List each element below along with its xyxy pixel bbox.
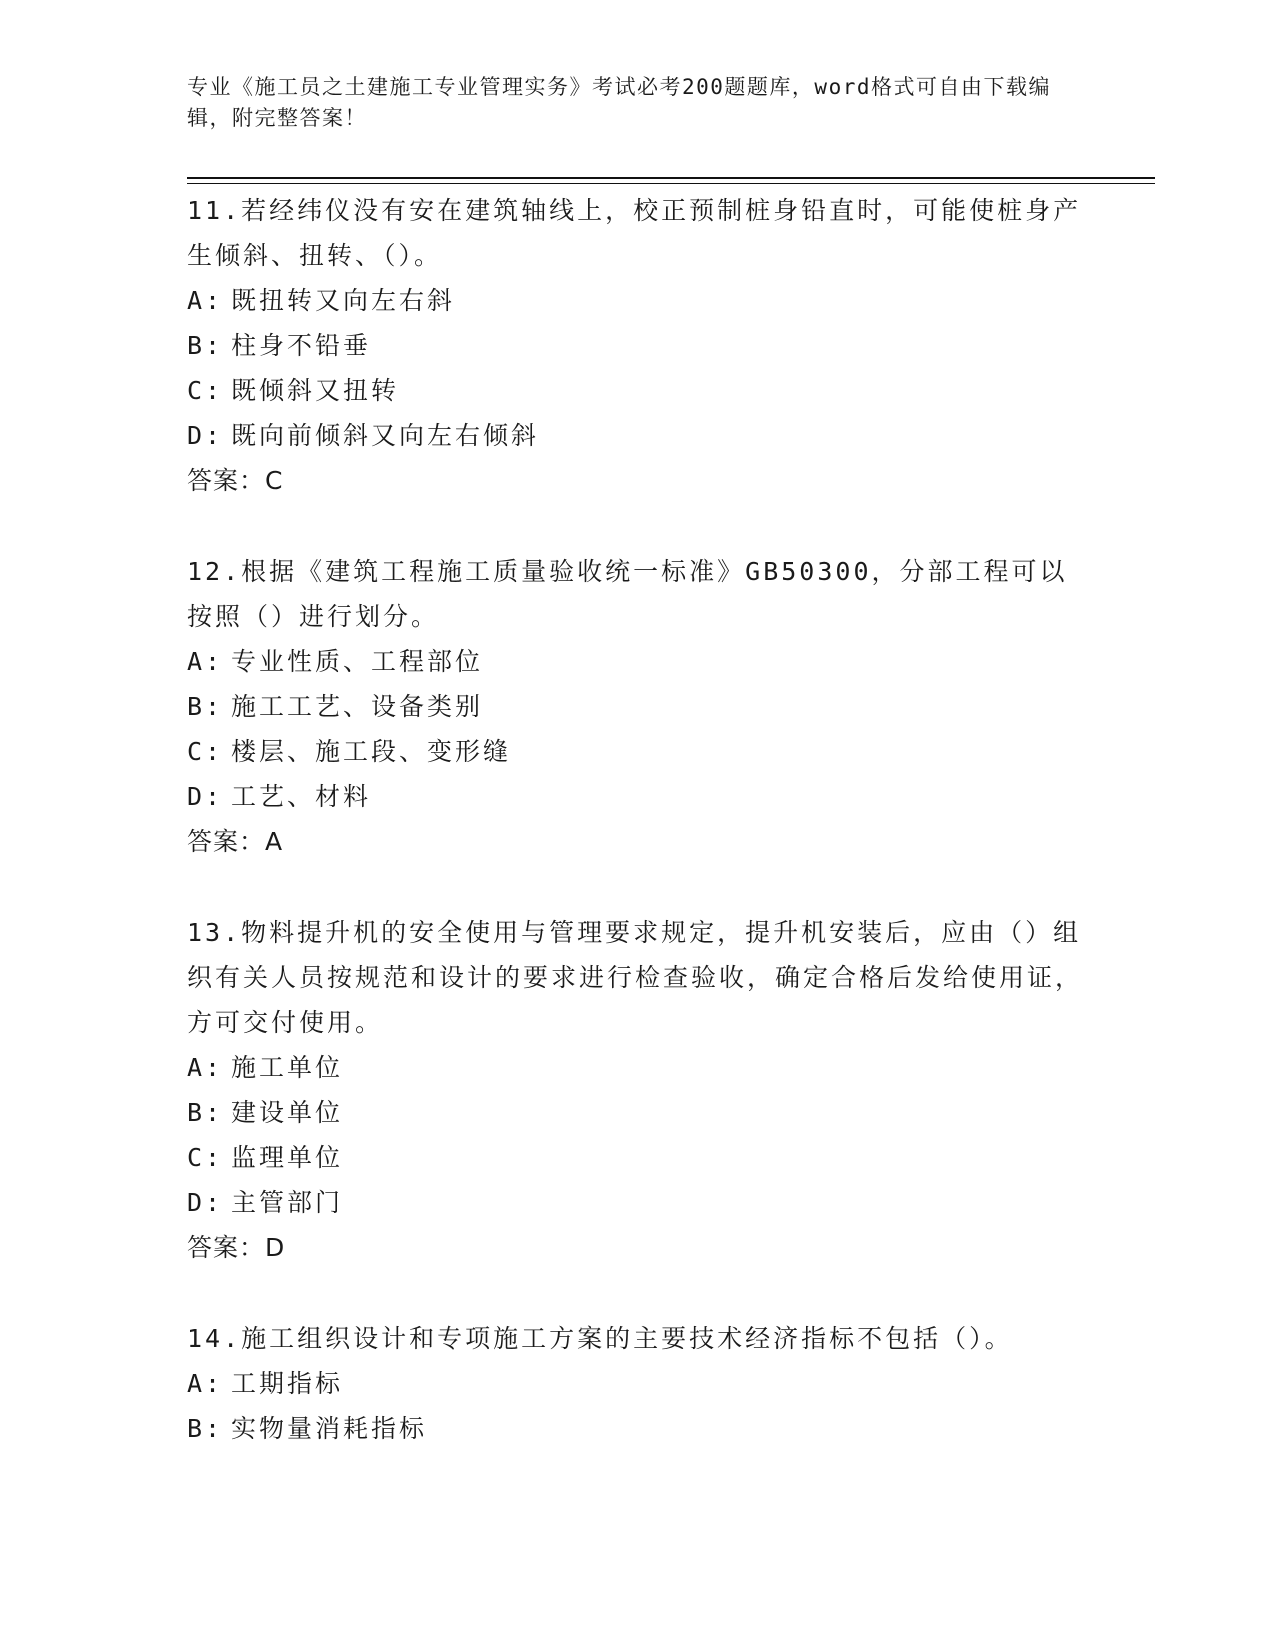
option-text: 主管部门 (231, 1188, 344, 1217)
header-rule-thin (187, 183, 1155, 184)
question-stem: 11.若经纬仪没有安在建筑轴线上，校正预制桩身铅直时，可能使桩身产生倾斜、扭转、（）。 (187, 196, 1082, 270)
option-text: 监理单位 (231, 1143, 344, 1172)
option-b (187, 323, 1087, 368)
question-stem: 13.物料提升机的安全使用与管理要求规定，提升机安装后，应由（）组织有关人员按规范和设计的要求进行检查验收，确定合格后发给使用证，方可交付使用。 (187, 918, 1084, 1037)
option-letter: A: (187, 1369, 224, 1398)
option-d (187, 1180, 1087, 1225)
option-letter: A: (187, 286, 224, 315)
option-a (187, 639, 1087, 684)
option-letter: B: (187, 1098, 224, 1127)
option-letter: D: (187, 421, 224, 450)
option-a (187, 278, 1087, 323)
option-text: 施工工艺、设备类别 (231, 692, 484, 721)
question-stem: 12.根据《建筑工程施工质量验收统一标准》GB50300，分部工程可以按照（）进行划分。 (187, 557, 1068, 631)
option-text: 建设单位 (231, 1098, 344, 1127)
question-stem: 14.施工组织设计和专项施工方案的主要技术经济指标不包括（）。 (187, 1324, 1013, 1353)
option-d (187, 413, 1087, 458)
option-text: 既向前倾斜又向左右倾斜 (231, 421, 540, 450)
option-text: 既扭转又向左右斜 (231, 286, 456, 315)
question-list (187, 188, 1087, 1497)
answer-line: 答案：A (187, 827, 284, 856)
option-text: 专业性质、工程部位 (231, 647, 484, 676)
option-text: 施工单位 (231, 1053, 344, 1082)
option-b (187, 1090, 1087, 1135)
option-c (187, 1135, 1087, 1180)
option-letter: C: (187, 376, 224, 405)
option-text: 工艺、材料 (231, 782, 372, 811)
question-11 (187, 188, 1087, 503)
option-letter: A: (187, 1053, 224, 1082)
option-d (187, 774, 1087, 819)
option-text: 工期指标 (231, 1369, 344, 1398)
option-c (187, 729, 1087, 774)
question-14 (187, 1316, 1087, 1451)
option-c (187, 368, 1087, 413)
option-a (187, 1045, 1087, 1090)
option-letter: C: (187, 1143, 224, 1172)
answer-line: 答案：C (187, 466, 284, 495)
option-b (187, 1406, 1087, 1451)
option-letter: B: (187, 331, 224, 360)
option-letter: B: (187, 1414, 224, 1443)
option-letter: D: (187, 1188, 224, 1217)
option-letter: C: (187, 737, 224, 766)
question-12 (187, 549, 1087, 864)
option-letter: D: (187, 782, 224, 811)
option-text: 楼层、施工段、变形缝 (231, 737, 512, 766)
option-letter: A: (187, 647, 224, 676)
option-text: 实物量消耗指标 (231, 1414, 428, 1443)
option-text: 柱身不铅垂 (231, 331, 372, 360)
document-header: 专业《施工员之土建施工专业管理实务》考试必考200题题库，word格式可自由下载编辑，附完整答案！ (187, 75, 1051, 130)
answer-line: 答案：D (187, 1233, 286, 1262)
header-rule-thick (187, 177, 1155, 179)
option-a (187, 1361, 1087, 1406)
option-text: 既倾斜又扭转 (231, 376, 400, 405)
question-13 (187, 910, 1087, 1270)
option-b (187, 684, 1087, 729)
option-letter: B: (187, 692, 224, 721)
